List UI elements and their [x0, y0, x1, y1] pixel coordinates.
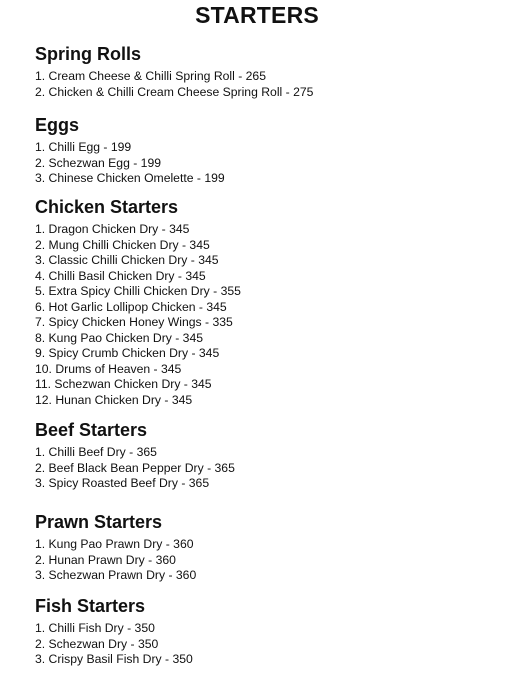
- section-chicken-starters: [35, 196, 494, 408]
- menu-item-list: [35, 621, 494, 668]
- menu-item: 11. Schezwan Chicken Dry - 345: [35, 377, 212, 391]
- menu-item: 12. Hunan Chicken Dry - 345: [35, 392, 193, 407]
- menu-item: 3. Crispy Basil Fish Dry - 350: [35, 652, 193, 666]
- section-heading: Eggs: [35, 115, 80, 135]
- section-fish-starters: [35, 595, 494, 668]
- menu-item: 2. Schezwan Dry - 350: [35, 636, 159, 651]
- section-heading: Chicken Starters: [35, 197, 179, 217]
- section-heading: Beef Starters: [35, 420, 148, 440]
- section-prawn-starters: [35, 511, 494, 584]
- menu-item: 2. Beef Black Bean Pepper Dry - 365: [35, 460, 235, 475]
- menu-item: 2. Schezwan Egg - 199: [35, 155, 162, 170]
- menu-item: 7. Spicy Chicken Honey Wings - 335: [35, 315, 233, 329]
- menu-item: 10. Drums of Heaven - 345: [35, 361, 182, 376]
- menu-item: 1. Cream Cheese & Chilli Spring Roll - 265: [35, 69, 266, 83]
- menu-item: 1. Chilli Egg - 199: [35, 140, 132, 154]
- section-eggs: [35, 114, 494, 187]
- menu-item-list: [35, 445, 494, 492]
- menu-item: 3. Spicy Roasted Beef Dry - 365: [35, 476, 210, 490]
- menu-item-list: [35, 140, 494, 187]
- menu-item: 1. Kung Pao Prawn Dry - 360: [35, 537, 194, 551]
- menu-item: 6. Hot Garlic Lollipop Chicken - 345: [35, 299, 227, 314]
- menu-item: 1. Dragon Chicken Dry - 345: [35, 222, 190, 236]
- section-heading: Prawn Starters: [35, 512, 163, 532]
- menu-item: 3. Schezwan Prawn Dry - 360: [35, 568, 197, 582]
- menu-item: 8. Kung Pao Chicken Dry - 345: [35, 330, 204, 345]
- page-title: STARTERS: [195, 2, 319, 28]
- section-heading: Spring Rolls: [35, 44, 142, 64]
- menu-item-list: [35, 537, 494, 584]
- menu-item: 2. Mung Chilli Chicken Dry - 345: [35, 237, 210, 252]
- section-spring-rolls: [35, 43, 494, 100]
- menu-item: 3. Chinese Chicken Omelette - 199: [35, 171, 225, 185]
- menu-item-list: [35, 69, 494, 100]
- section-beef-starters: [35, 419, 494, 492]
- menu-item: 5. Extra Spicy Chilli Chicken Dry - 355: [35, 284, 241, 298]
- menu-item-list: [35, 222, 494, 408]
- menu-item: 1. Chilli Fish Dry - 350: [35, 621, 155, 635]
- section-heading: Fish Starters: [35, 596, 146, 616]
- menu-item: 3. Classic Chilli Chicken Dry - 345: [35, 253, 219, 267]
- menu-item: 2. Hunan Prawn Dry - 360: [35, 552, 176, 567]
- menu-item: 4. Chilli Basil Chicken Dry - 345: [35, 268, 206, 283]
- menu-item: 9. Spicy Crumb Chicken Dry - 345: [35, 346, 220, 360]
- menu-item: 2. Chicken & Chilli Cream Cheese Spring Roll - 275: [35, 84, 314, 99]
- menu-item: 1. Chilli Beef Dry - 365: [35, 445, 157, 459]
